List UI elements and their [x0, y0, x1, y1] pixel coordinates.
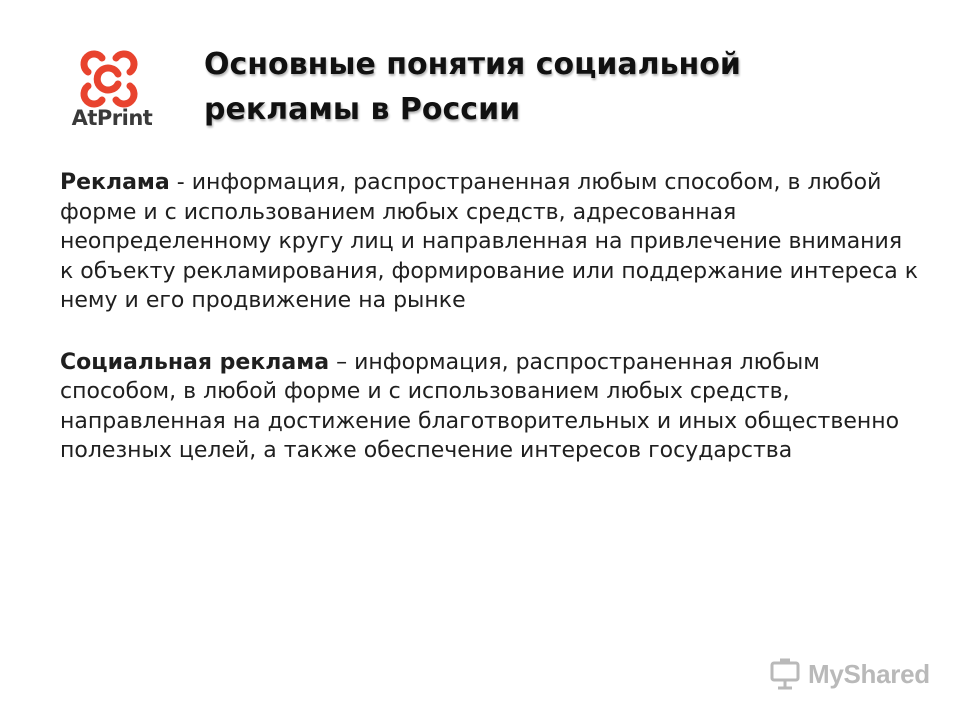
- definition-social-advertising-text: информация, распространенная любым способом, в любой форме и с использованием любых средств, направленная на достижение благотворительных и иных общественно полезных целей, а также обеспечение интересов государства: [60, 349, 900, 463]
- presentation-board-icon: [768, 657, 802, 691]
- definition-social-advertising: [60, 348, 920, 466]
- definition-advertising-text: информация, распространенная любым способом, в любой форме и с использованием любых средств, адресованная неопределенному кругу лиц и направленная на привлечение внимания к объекту рекламирования, формирование или поддержание интереса к нему и его продвижение на рынке: [60, 170, 919, 313]
- term-advertising: Реклама: [60, 170, 170, 195]
- slide-title: [204, 42, 844, 132]
- watermark-text: MyShared: [808, 658, 930, 689]
- separator-social-advertising: –: [329, 349, 355, 375]
- term-social-advertising: Социальная реклама: [60, 349, 330, 375]
- slide-body: [60, 168, 920, 498]
- title-line-1: Основные понятия социальной: [204, 47, 741, 82]
- logo-wordmark: AtPrint: [71, 106, 153, 130]
- atprint-logo: [66, 50, 158, 136]
- title-line-2: рекламы в России: [204, 92, 521, 127]
- myshared-watermark: [768, 654, 930, 694]
- definition-advertising: [60, 168, 920, 316]
- separator-advertising: -: [169, 170, 192, 195]
- atprint-logo-icon: [80, 50, 138, 108]
